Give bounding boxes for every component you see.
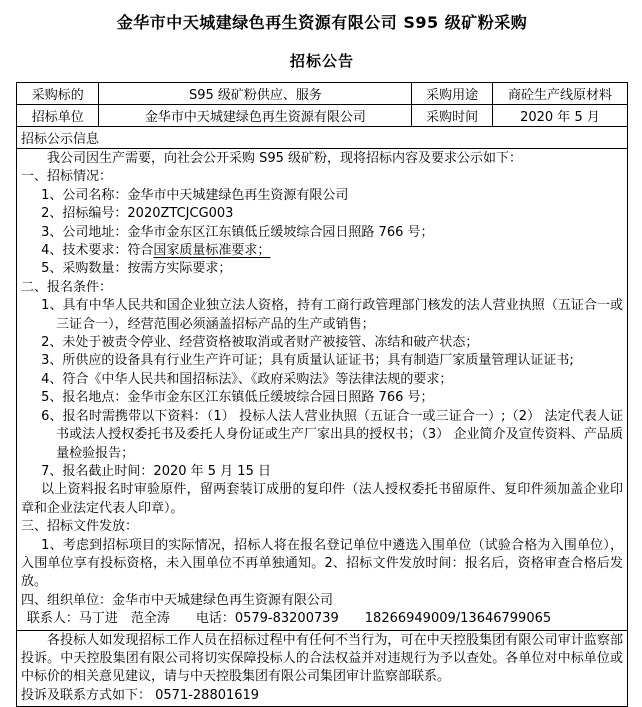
publicity-info-header: 招标公示信息: [17, 127, 628, 149]
tech-requirement-underlined: 国家质量标准要求；: [153, 243, 271, 259]
section2-item-6: 6、报名时需携带以下资料：（1） 投标人法人营业执照（五证合一或三证合一）;（2） 法定代表人证书或法人授权委托书及委托人身份证或生产厂家出具的授权书；（3） 企业简介及宣传资料、产品质量检验报告；: [41, 408, 623, 461]
section3-heading: 三、招标文件发放：: [21, 519, 139, 535]
section2-item-7: 7、报名截止时间：2020 年 5 月 15 日: [41, 463, 271, 479]
tender-unit-value: 金华市中天城建绿色再生资源有限公司: [99, 105, 412, 127]
purchase-subject-value: S95 级矿粉供应、服务: [99, 83, 412, 105]
announcement-body: [17, 149, 628, 631]
tech-requirement-prefix: 4、技术要求：符合: [41, 243, 154, 259]
tender-unit-label: 招标单位: [17, 105, 99, 127]
document-title: 金华市中天城建绿色再生资源有限公司 S95 级矿粉采购: [116, 13, 528, 32]
purchase-time-label: 采购时间: [412, 105, 493, 127]
section3-text: 1、考虑到招标项目的实际情况，招标人将在报名登记单位中遴选入围单位（试验合格为入围单位），入围单位享有投标资格，未入围单位不再单独通知。2、招标文件发放时间：报名后，资格审查合格后发放。: [21, 537, 623, 590]
summary-row-subject: [17, 83, 628, 105]
intro-paragraph: 我公司因生产需要，向社会公开采购 S95 级矿粉，现将招标内容及要求公示如下：: [47, 151, 523, 166]
purchase-subject-label: 采购标的: [17, 83, 99, 105]
document-subtitle: 招标公告: [289, 52, 354, 70]
section-header-row: [17, 127, 628, 149]
section2-heading: 二、报名条件：: [21, 279, 113, 295]
contact-line: 联系人：马丁进 范全涛 电话：0579-83200739 18266949009/13646799065: [26, 611, 552, 627]
section2-item-5: 5、报名地点：金华市金东区江东镇低丘缓坡综合园日照路 766 号；: [41, 390, 434, 406]
section1-item-company-name: 1、公司名称：金华市中天城建绿色再生资源有限公司: [41, 187, 349, 203]
section1-heading: 一、招标情况：: [21, 169, 113, 185]
complaint-text: 各投标人如发现招标工作人员在招标过程中有任何不当行为，可在中天控股集团有限公司审计监察部投诉。中天控股集团有限公司将切实保障投标人的合法权益并对违规行为予以查处。各单位对中标单位或中标价的相关意见建议，请与中天控股集团有限公司集团审计监察部联系。: [21, 632, 623, 685]
section2-item-2: 2、未处于被责令停业、经营资格被取消或者财产被接管、冻结和破产状态；: [41, 335, 479, 351]
section2-item-1: 1、具有中华人民共和国企业独立法人资格，持有工商行政管理部门核发的法人营业执照（五证合一或三证合一），经营范围必须涵盖招标产品的生产或销售；: [41, 298, 623, 332]
section1-item-tender-number: 2、招标编号：2020ZTCJCG003: [41, 206, 234, 222]
section4-heading: 四、组织单位：金华市中天城建绿色再生资源有限公司: [21, 592, 334, 608]
section1-item-company-address: 3、公司地址：金华市金东区江东镇低丘缓坡综合园日照路 766 号；: [41, 224, 434, 240]
purchase-purpose-label: 采购用途: [412, 83, 493, 105]
section1-item-quantity: 5、采购数量：按需方实际要求；: [41, 261, 232, 277]
complaint-section: [17, 630, 628, 707]
section2-item-3: 3、所供应的设备具有行业生产许可证；具有质量认证证书；具有制造厂家质量管理认证证书;: [41, 353, 574, 369]
complaint-contact-method: 投诉及联系方式如下： 0571-28801619: [21, 687, 260, 703]
section1-item-tech-requirement: [21, 242, 623, 260]
announcement-table: [16, 82, 628, 707]
purchase-time-value: 2020 年 5 月: [492, 105, 627, 127]
materials-note: 以上资料报名时审验原件，留两套装订成册的复印件（法人授权委托书留原件、复印件须加盖企业印章和企业法定代表人印章）。: [21, 482, 623, 516]
purchase-purpose-value: 商砼生产线原材料: [492, 83, 627, 105]
section2-item-4: 4、符合《中华人民共和国招标法》、《政府采购法》等法律法规的要求；: [41, 371, 453, 387]
summary-row-unit: [17, 105, 628, 127]
announcement-body-row: [17, 149, 628, 631]
complaint-row: [17, 630, 628, 707]
